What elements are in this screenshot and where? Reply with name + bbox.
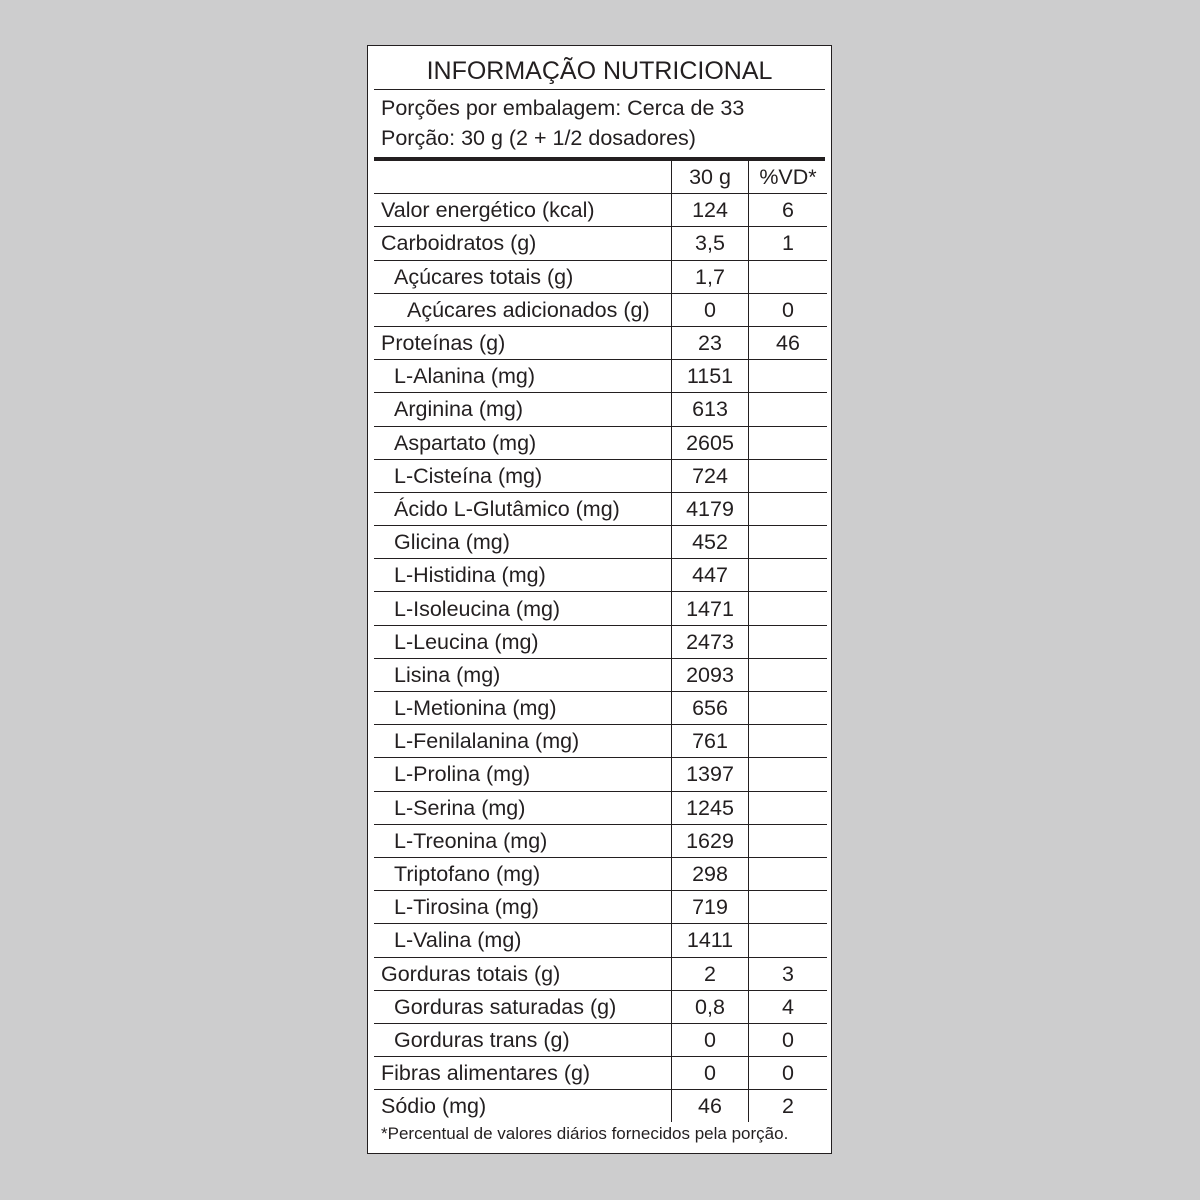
nutrient-row xyxy=(374,725,827,758)
nutrient-amount: 3,5 xyxy=(672,227,749,260)
nutrient-daily-value xyxy=(749,824,828,857)
nutrient-row xyxy=(374,957,827,990)
nutrient-amount: 1629 xyxy=(672,824,749,857)
nutrient-amount: 0 xyxy=(672,1057,749,1090)
nutrient-amount: 447 xyxy=(672,559,749,592)
nutrient-daily-value: 3 xyxy=(749,957,828,990)
header-amount: 30 g xyxy=(672,161,749,194)
nutrient-amount: 2 xyxy=(672,957,749,990)
nutrient-row xyxy=(374,526,827,559)
nutrient-amount: 613 xyxy=(672,393,749,426)
nutrient-daily-value xyxy=(749,592,828,625)
nutrient-daily-value: 0 xyxy=(749,1057,828,1090)
nutrient-name: Valor energético (kcal) xyxy=(374,194,672,227)
nutrient-name: Fibras alimentares (g) xyxy=(374,1057,672,1090)
nutrient-amount: 1397 xyxy=(672,758,749,791)
nutrient-name: Lisina (mg) xyxy=(374,658,672,691)
nutrient-row xyxy=(374,260,827,293)
nutrient-amount: 0,8 xyxy=(672,990,749,1023)
nutrient-name: L-Fenilalanina (mg) xyxy=(374,725,672,758)
nutrient-amount: 23 xyxy=(672,326,749,359)
nutrient-amount: 2605 xyxy=(672,426,749,459)
nutrient-name: Gorduras totais (g) xyxy=(374,957,672,990)
nutrient-amount: 124 xyxy=(672,194,749,227)
nutrient-daily-value: 2 xyxy=(749,1090,828,1123)
nutrient-daily-value xyxy=(749,857,828,890)
nutrient-row xyxy=(374,1090,827,1123)
nutrient-name: L-Treonina (mg) xyxy=(374,824,672,857)
nutrient-daily-value: 4 xyxy=(749,990,828,1023)
nutrient-row xyxy=(374,426,827,459)
nutrient-row xyxy=(374,227,827,260)
nutrient-amount: 1411 xyxy=(672,924,749,957)
nutrient-row xyxy=(374,459,827,492)
nutrient-name: Carboidratos (g) xyxy=(374,227,672,260)
nutrient-row xyxy=(374,658,827,691)
nutrient-daily-value xyxy=(749,658,828,691)
nutrient-name: Triptofano (mg) xyxy=(374,857,672,890)
label-title: INFORMAÇÃO NUTRICIONAL xyxy=(426,57,773,85)
nutrient-row xyxy=(374,360,827,393)
nutrient-name: L-Metionina (mg) xyxy=(374,692,672,725)
nutrient-amount: 0 xyxy=(672,1023,749,1056)
servings-per-package: Porções por embalagem: Cerca de 33 xyxy=(381,96,745,120)
nutrient-amount: 1245 xyxy=(672,791,749,824)
nutrient-daily-value xyxy=(749,459,828,492)
nutrient-row xyxy=(374,758,827,791)
nutrient-name: L-Isoleucina (mg) xyxy=(374,592,672,625)
nutrient-row xyxy=(374,393,827,426)
header-blank-cell xyxy=(374,161,672,194)
nutrient-amount: 719 xyxy=(672,891,749,924)
nutrient-amount: 298 xyxy=(672,857,749,890)
nutrient-name: Proteínas (g) xyxy=(374,326,672,359)
nutrient-daily-value xyxy=(749,791,828,824)
nutrient-name: L-Alanina (mg) xyxy=(374,360,672,393)
nutrient-row xyxy=(374,891,827,924)
nutrient-daily-value xyxy=(749,426,828,459)
nutrient-row xyxy=(374,857,827,890)
nutrient-amount: 1471 xyxy=(672,592,749,625)
nutrient-amount: 724 xyxy=(672,459,749,492)
nutrient-name: Sódio (mg) xyxy=(381,1094,487,1119)
nutrient-row xyxy=(374,326,827,359)
nutrient-row xyxy=(374,692,827,725)
footnote: *Percentual de valores diários fornecidos pela porção. xyxy=(381,1124,789,1143)
nutrient-name: Açúcares totais (g) xyxy=(374,260,672,293)
nutrient-row xyxy=(374,990,827,1023)
nutrient-amount: 2093 xyxy=(672,658,749,691)
nutrient-daily-value xyxy=(749,393,828,426)
nutrient-row xyxy=(374,194,827,227)
nutrient-name: Glicina (mg) xyxy=(374,526,672,559)
nutrient-name: Açúcares adicionados (g) xyxy=(374,293,672,326)
nutrient-daily-value xyxy=(749,360,828,393)
header-daily-value: %VD* xyxy=(749,161,828,194)
title-divider xyxy=(374,89,825,90)
nutrition-table xyxy=(374,161,827,1122)
nutrient-daily-value: 0 xyxy=(749,293,828,326)
nutrient-name: L-Leucina (mg) xyxy=(374,625,672,658)
nutrient-daily-value xyxy=(749,625,828,658)
nutrient-row xyxy=(374,592,827,625)
nutrient-amount: 656 xyxy=(672,692,749,725)
nutrient-amount: 761 xyxy=(672,725,749,758)
nutrient-amount: 1151 xyxy=(672,360,749,393)
nutrient-name: L-Prolina (mg) xyxy=(374,758,672,791)
nutrient-daily-value xyxy=(749,891,828,924)
table-header-row xyxy=(374,161,827,194)
nutrient-daily-value xyxy=(749,260,828,293)
nutrient-name: Arginina (mg) xyxy=(374,393,672,426)
nutrient-name: Gorduras saturadas (g) xyxy=(374,990,672,1023)
nutrient-amount: 4179 xyxy=(672,492,749,525)
nutrient-row xyxy=(374,924,827,957)
nutrient-row xyxy=(374,492,827,525)
nutrient-amount: 1,7 xyxy=(672,260,749,293)
nutrient-row xyxy=(374,625,827,658)
nutrient-amount: 452 xyxy=(672,526,749,559)
nutrient-name: L-Valina (mg) xyxy=(374,924,672,957)
nutrient-daily-value: 1 xyxy=(749,227,828,260)
nutrient-daily-value xyxy=(749,692,828,725)
nutrient-daily-value xyxy=(749,526,828,559)
nutrition-facts-label xyxy=(367,45,832,1154)
portion-size: Porção: 30 g (2 + 1/2 dosadores) xyxy=(381,126,696,150)
nutrient-amount: 2473 xyxy=(672,625,749,658)
nutrient-name: Ácido L-Glutâmico (mg) xyxy=(374,492,672,525)
nutrient-name: L-Histidina (mg) xyxy=(374,559,672,592)
nutrient-name: Aspartato (mg) xyxy=(374,426,672,459)
nutrient-row xyxy=(374,1023,827,1056)
nutrient-name: L-Serina (mg) xyxy=(374,791,672,824)
nutrient-amount: 0 xyxy=(672,293,749,326)
nutrient-row xyxy=(374,791,827,824)
nutrient-row xyxy=(374,559,827,592)
nutrient-daily-value xyxy=(749,492,828,525)
nutrient-row xyxy=(374,293,827,326)
nutrient-name: L-Cisteína (mg) xyxy=(374,459,672,492)
nutrient-daily-value xyxy=(749,559,828,592)
nutrient-name: Gorduras trans (g) xyxy=(374,1023,672,1056)
nutrient-daily-value: 0 xyxy=(749,1023,828,1056)
nutrient-row xyxy=(374,824,827,857)
nutrient-daily-value: 46 xyxy=(749,326,828,359)
nutrient-name: L-Tirosina (mg) xyxy=(374,891,672,924)
nutrient-daily-value xyxy=(749,924,828,957)
nutrient-amount: 46 xyxy=(672,1090,749,1123)
nutrient-row xyxy=(374,1057,827,1090)
nutrient-daily-value: 6 xyxy=(749,194,828,227)
nutrient-daily-value xyxy=(749,758,828,791)
nutrient-daily-value xyxy=(749,725,828,758)
